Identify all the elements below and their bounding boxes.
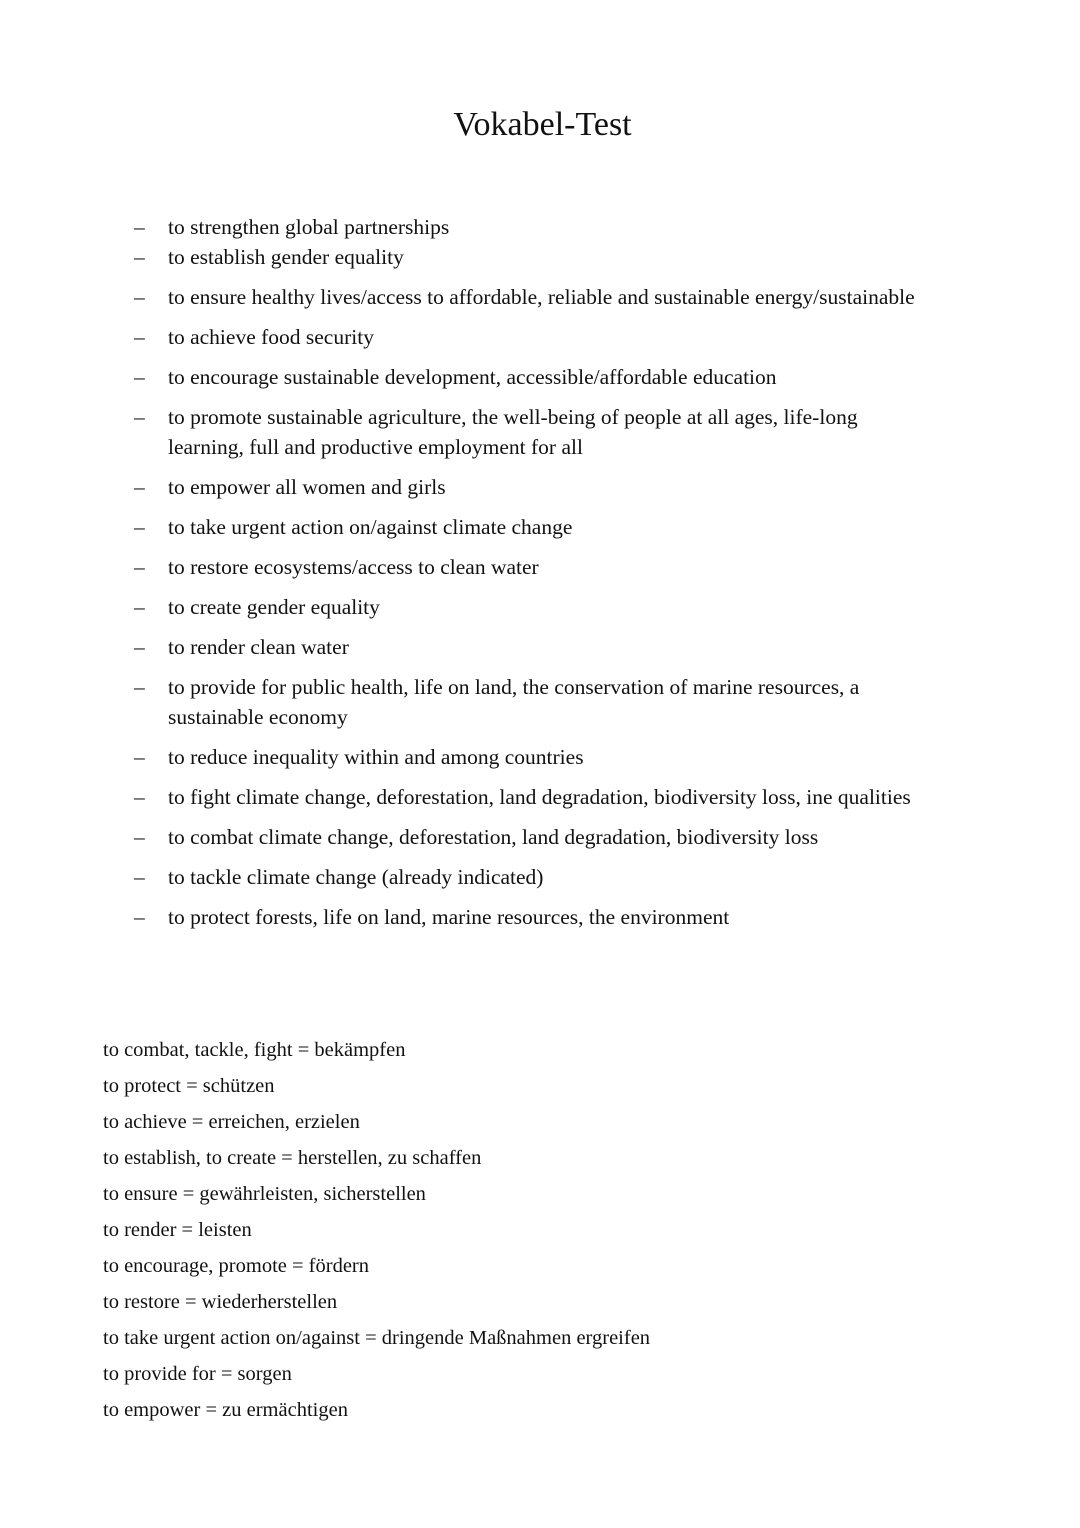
- dash-bullet: –: [134, 515, 145, 539]
- list-item: [134, 402, 934, 462]
- vocabulary-item: to provide for = sorgen: [103, 1363, 292, 1385]
- dash-bullet: –: [134, 405, 145, 429]
- goal-list: [134, 212, 934, 942]
- list-item-text: to render clean water: [168, 635, 349, 659]
- list-item-text: to combat climate change, deforestation, land degradation, biodiversity loss: [168, 825, 819, 849]
- list-item: [134, 512, 934, 542]
- dash-bullet: –: [134, 745, 145, 769]
- list-item: [134, 322, 934, 352]
- dash-bullet: –: [134, 675, 145, 699]
- list-item-text: to tackle climate change (already indicated): [168, 865, 544, 889]
- vocabulary-item: to ensure = gewährleisten, sicherstellen: [103, 1183, 426, 1205]
- dash-bullet: –: [134, 825, 145, 849]
- vocabulary-item: to encourage, promote = fördern: [103, 1255, 369, 1277]
- list-item: [134, 212, 934, 242]
- vocabulary-item: to render = leisten: [103, 1219, 252, 1241]
- list-item: [134, 862, 934, 892]
- list-item-text: to create gender equality: [168, 595, 380, 619]
- list-item: [134, 822, 934, 852]
- list-item-text: to protect forests, life on land, marine resources, the environment: [168, 905, 730, 929]
- list-item: [134, 282, 934, 312]
- list-item-text: to take urgent action on/against climate change: [168, 515, 573, 539]
- dash-bullet: –: [134, 865, 145, 889]
- vocabulary-list: [103, 1032, 903, 1428]
- list-item-text: to fight climate change, deforestation, land degradation, biodiversity loss, ine qualities: [168, 785, 911, 809]
- list-item: [134, 362, 934, 392]
- list-item-text: to encourage sustainable development, accessible/affordable education: [168, 365, 777, 389]
- dash-bullet: –: [134, 635, 145, 659]
- dash-bullet: –: [134, 475, 145, 499]
- list-item-text: to reduce inequality within and among countries: [168, 745, 584, 769]
- dash-bullet: –: [134, 215, 145, 239]
- vocabulary-item: to restore = wiederherstellen: [103, 1291, 338, 1313]
- vocabulary-item: to empower = zu ermächtigen: [103, 1399, 348, 1421]
- list-item: [134, 632, 934, 662]
- list-item-text: to provide for public health, life on land, the conservation of marine resources, a sustainable economy: [168, 675, 860, 729]
- list-item: [134, 242, 934, 272]
- dash-bullet: –: [134, 555, 145, 579]
- vocabulary-item: to take urgent action on/against = dringende Maßnahmen ergreifen: [103, 1327, 651, 1349]
- list-item: [134, 742, 934, 772]
- dash-bullet: –: [134, 595, 145, 619]
- vocabulary-item: to establish, to create = herstellen, zu schaffen: [103, 1147, 482, 1169]
- list-item: [134, 782, 934, 812]
- dash-bullet: –: [134, 905, 145, 929]
- list-item: [134, 552, 934, 582]
- list-item: [134, 902, 934, 932]
- list-item-text: to empower all women and girls: [168, 475, 446, 499]
- list-item-text: to promote sustainable agriculture, the well-being of people at all ages, life-long learning, full and productive employment for all: [168, 405, 858, 459]
- dash-bullet: –: [134, 245, 145, 269]
- dash-bullet: –: [134, 365, 145, 389]
- list-item: [134, 472, 934, 502]
- dash-bullet: –: [134, 785, 145, 809]
- vocabulary-item: to combat, tackle, fight = bekämpfen: [103, 1039, 406, 1061]
- dash-bullet: –: [134, 285, 145, 309]
- list-item-text: to restore ecosystems/access to clean water: [168, 555, 539, 579]
- list-item-text: to strengthen global partnerships: [168, 215, 450, 239]
- vocabulary-item: to achieve = erreichen, erzielen: [103, 1111, 360, 1133]
- list-item-text: to ensure healthy lives/access to affordable, reliable and sustainable energy/sustainable: [168, 285, 915, 309]
- list-item: [134, 592, 934, 622]
- list-item: [134, 672, 934, 732]
- document-title: Vokabel-Test: [453, 106, 632, 143]
- dash-bullet: –: [134, 325, 145, 349]
- vocabulary-item: to protect = schützen: [103, 1075, 275, 1097]
- list-item-text: to establish gender equality: [168, 245, 404, 269]
- list-item-text: to achieve food security: [168, 325, 374, 349]
